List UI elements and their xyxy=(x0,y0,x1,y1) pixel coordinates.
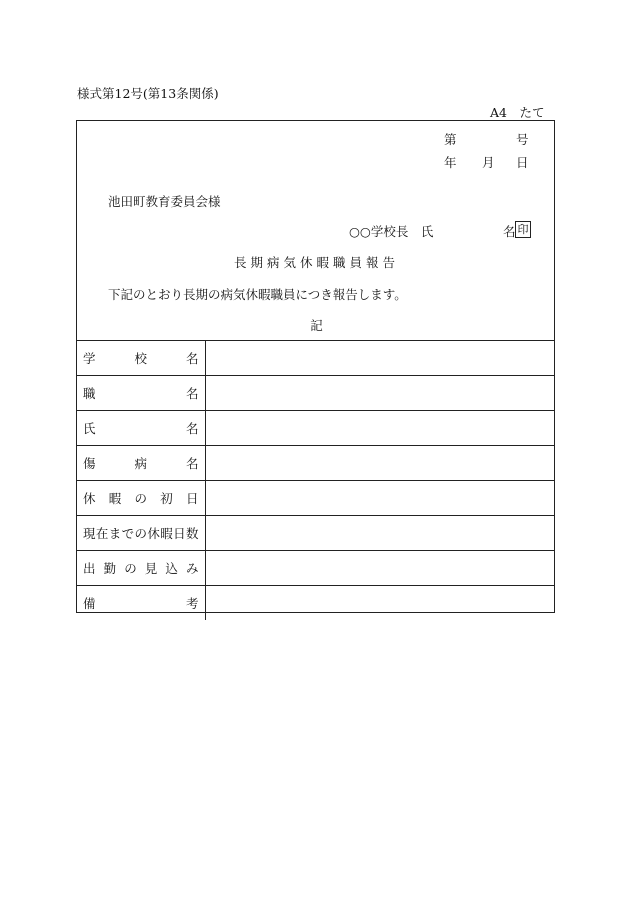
date-day-label: 日 xyxy=(516,155,529,170)
table-row xyxy=(77,481,554,516)
row-label: 休暇の初日 xyxy=(83,491,199,506)
row-value-cell[interactable] xyxy=(205,446,554,481)
table-row xyxy=(77,446,554,481)
row-label: 現在までの休暇日数 xyxy=(83,526,199,541)
row-label: 傷病名 xyxy=(83,456,199,471)
table-row xyxy=(77,411,554,446)
row-value-cell[interactable] xyxy=(205,376,554,411)
row-label-cell xyxy=(77,586,205,621)
report-title: 長期病気休暇職員報告 xyxy=(233,255,399,270)
row-label: 出勤の見込み xyxy=(83,561,199,576)
ki-heading: 記 xyxy=(310,318,323,333)
table-row xyxy=(77,551,554,586)
seal-mark: 印 xyxy=(515,221,531,238)
report-table xyxy=(77,341,554,620)
document-number-suffix: 号 xyxy=(516,132,529,147)
row-value-cell[interactable] xyxy=(205,586,554,621)
row-value-cell[interactable] xyxy=(205,411,554,446)
table-row xyxy=(77,341,554,376)
document-number-prefix: 第 xyxy=(444,132,457,147)
form-header xyxy=(77,121,554,341)
row-label-cell xyxy=(77,376,205,411)
table-row xyxy=(77,586,554,621)
row-label: 氏名 xyxy=(83,421,199,436)
row-label-cell xyxy=(77,411,205,446)
report-form xyxy=(76,120,555,613)
name-label: 名 xyxy=(503,224,516,239)
form-number: 様式第12号(第13条関係) xyxy=(77,86,219,101)
addressee: 池田町教育委員会様 xyxy=(108,194,221,209)
row-value-cell[interactable] xyxy=(205,516,554,551)
row-label: 備考 xyxy=(83,596,199,611)
row-value-cell[interactable] xyxy=(205,341,554,376)
row-label-cell xyxy=(77,481,205,516)
sender-label: ○○学校長 氏 xyxy=(349,224,434,239)
paper-size-note: A4 たて xyxy=(490,105,545,120)
date-year-label: 年 xyxy=(444,155,457,170)
row-label-cell xyxy=(77,516,205,551)
date-month-label: 月 xyxy=(482,155,495,170)
row-label-cell xyxy=(77,341,205,376)
row-value-cell[interactable] xyxy=(205,551,554,586)
table-row xyxy=(77,376,554,411)
row-value-cell[interactable] xyxy=(205,481,554,516)
row-label-cell xyxy=(77,551,205,586)
table-row xyxy=(77,516,554,551)
row-label: 職名 xyxy=(83,386,199,401)
intro-text: 下記のとおり長期の病気休暇職員につき報告します。 xyxy=(108,287,407,302)
row-label-cell xyxy=(77,446,205,481)
row-label: 学校名 xyxy=(83,351,199,366)
